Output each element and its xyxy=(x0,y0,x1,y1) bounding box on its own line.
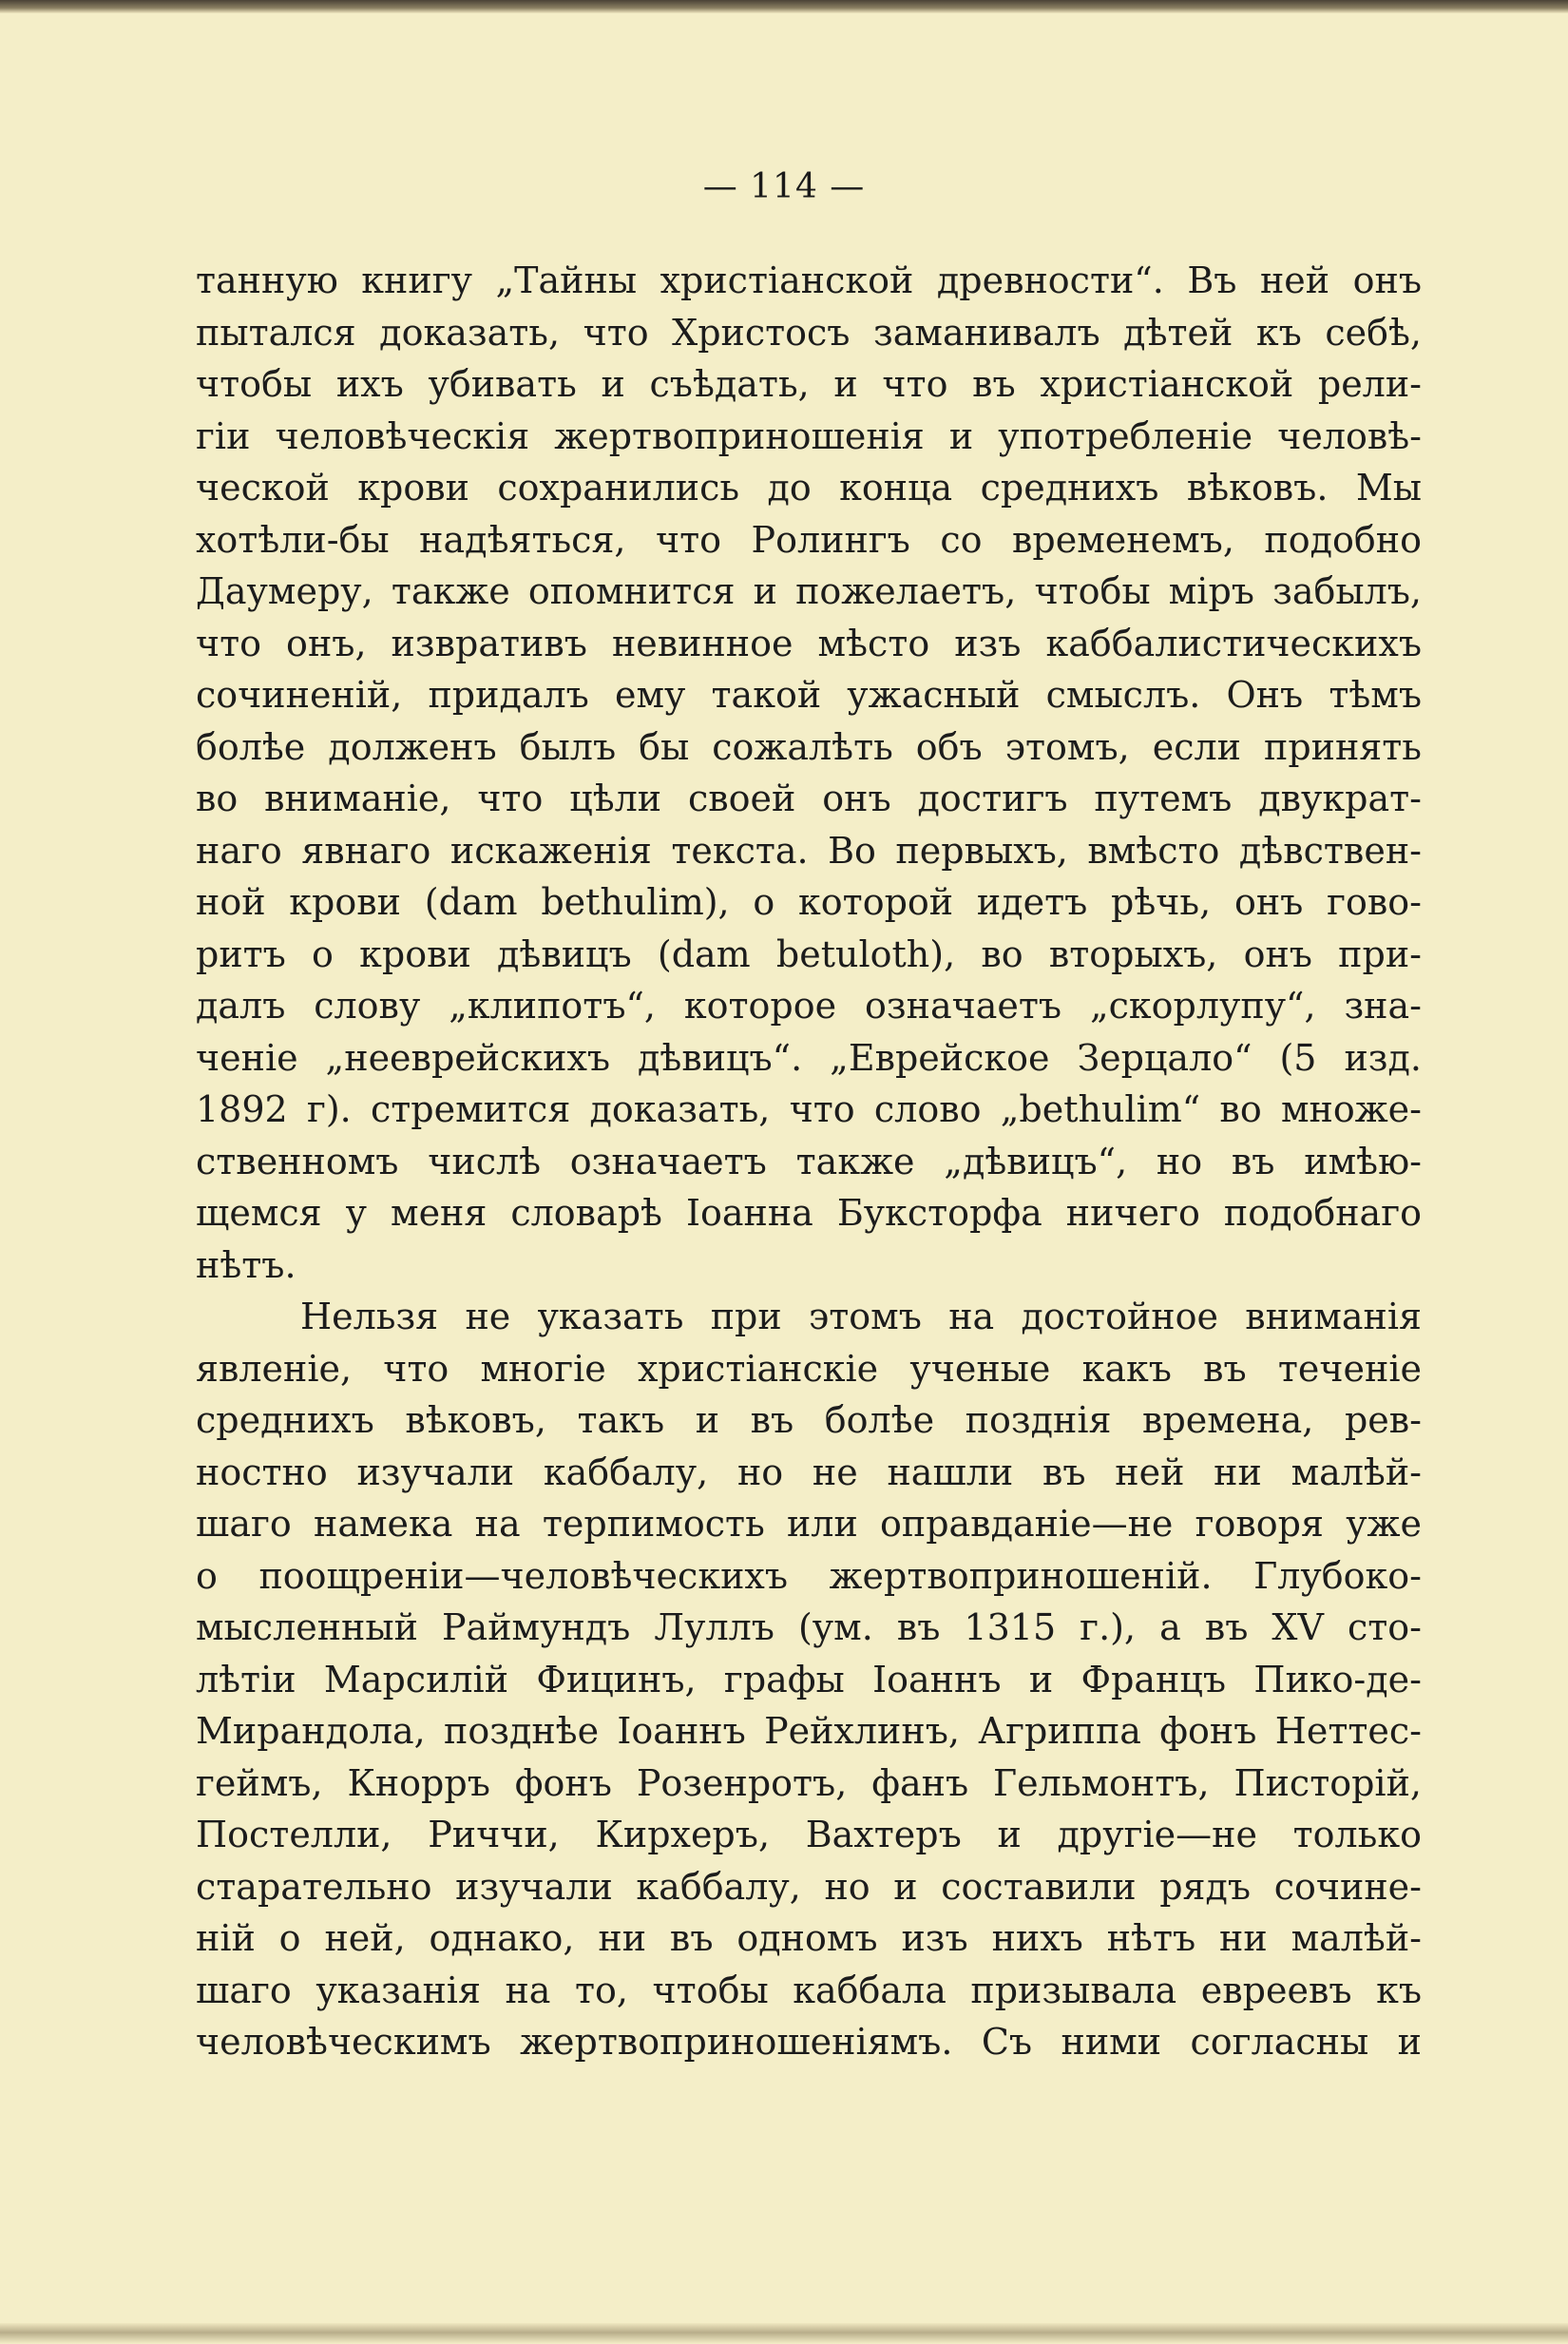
body-text xyxy=(196,255,1422,2068)
text-line: шаго указанія на то, чтобы каббала призывала евреевъ къ xyxy=(196,1969,1422,2011)
page-number: — 114 — xyxy=(702,167,866,206)
text-line: человѣческимъ жертвоприношеніямъ. Съ ними согласны и xyxy=(196,2021,1422,2063)
text-line: что онъ, извративъ невинное мѣсто изъ каббалистическихъ xyxy=(196,622,1422,664)
text-line: Нельзя не указать при этомъ на достойное вниманія xyxy=(300,1296,1422,1337)
page-bottom-edge xyxy=(0,2323,1568,2344)
text-line: лѣтіи Марсилій Фицинъ, графы Іоаннъ и Францъ Пико-де- xyxy=(196,1658,1422,1700)
text-line: Даумеру, также опомнится и пожелаетъ, чтобы міръ забылъ, xyxy=(196,570,1422,612)
text-line: щемся у меня словарѣ Іоанна Буксторфа ничего подобнаго xyxy=(196,1192,1422,1234)
text-line: во вниманіе, что цѣли своей онъ достигъ путемъ двукрат- xyxy=(196,778,1422,819)
text-line: сочиненій, придалъ ему такой ужасный смыслъ. Онъ тѣмъ xyxy=(196,674,1422,716)
text-line: наго явнаго искаженія текста. Во первыхъ, вмѣсто дѣвствен- xyxy=(196,829,1422,872)
text-line: ритъ о крови дѣвицъ (dam betuloth), во вторыхъ, онъ при- xyxy=(196,932,1422,975)
text-line: ній о ней, однако, ни въ одномъ изъ нихъ нѣтъ ни малѣй- xyxy=(196,1917,1422,1959)
text-line: чтобы ихъ убивать и съѣдать, и что въ христіанской рели- xyxy=(196,363,1422,405)
text-line: ческой крови сохранились до конца среднихъ вѣковъ. Мы xyxy=(196,467,1422,509)
text-line: Мирандола, позднѣе Іоаннъ Рейхлинъ, Агриппа фонъ Неттес- xyxy=(196,1710,1422,1752)
text-line: геймъ, Кнорръ фонъ Розенротъ, фанъ Гельмонтъ, Писторій, xyxy=(196,1761,1422,1804)
text-line: старательно изучали каббалу, но и составили рядъ сочине- xyxy=(196,1865,1422,1908)
text-line: мысленный Раймундъ Луллъ (ум. въ 1315 г.), а въ XV сто- xyxy=(196,1606,1422,1648)
text-line: ной крови (dam bethulim), о которой идетъ рѣчь, онъ гово- xyxy=(196,881,1422,923)
text-line: Постелли, Риччи, Кирхеръ, Вахтеръ и другіе—не только xyxy=(196,1814,1422,1855)
text-line: далъ слову „клипотъ“, которое означаетъ „скорлупу“, зна- xyxy=(196,985,1422,1027)
text-line: нѣтъ. xyxy=(196,1243,296,1286)
paragraph xyxy=(196,1291,1422,2068)
text-line: пытался доказать, что Христосъ заманивалъ дѣтей къ себѣ, xyxy=(196,311,1422,354)
text-line: ченіе „нееврейскихъ дѣвицъ“. „Еврейское Зерцало“ (5 изд. xyxy=(196,1036,1422,1079)
text-line: явленіе, что многіе христіанскіе ученые какъ въ теченіе xyxy=(196,1347,1422,1390)
text-line: 1892 г). стремится доказать, что слово „bethulim“ во множе- xyxy=(196,1088,1422,1130)
text-line: ственномъ числѣ означаетъ также „дѣвицъ“, но въ имѣю- xyxy=(196,1140,1422,1182)
text-line: шаго намека на терпимость или оправданіе—не говоря уже xyxy=(196,1503,1422,1545)
text-line: ностно изучали каббалу, но не нашли въ ней ни малѣй- xyxy=(196,1451,1422,1493)
text-line: гіи человѣческія жертвоприношенія и употребленіе человѣ- xyxy=(196,414,1422,457)
text-line: о поощреніи—человѣческихъ жертвоприношеній. Глубоко- xyxy=(196,1554,1422,1597)
text-line: танную книгу „Тайны христіанской древности“. Въ ней онъ xyxy=(196,259,1422,301)
text-line: среднихъ вѣковъ, такъ и въ болѣе позднія времена, рев- xyxy=(196,1399,1422,1441)
text-line: болѣе долженъ былъ бы сожалѣть объ этомъ, если принять xyxy=(196,725,1422,768)
text-line: хотѣли-бы надѣяться, что Ролингъ со временемъ, подобно xyxy=(196,518,1422,561)
paragraph xyxy=(196,255,1422,1291)
